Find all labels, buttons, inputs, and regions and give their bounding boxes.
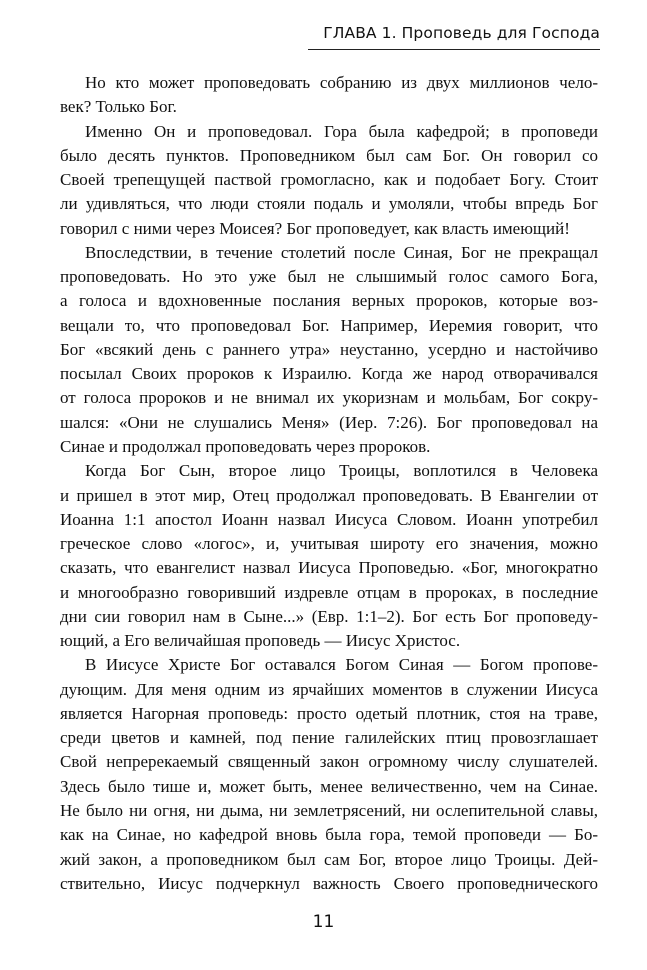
text-line: Иоанна 1:1 апостол Иоанн назвал Иисуса Словом. Иоанн употребил (60, 509, 598, 529)
text-line: Но кто может проповедовать собранию из двух миллионов чело- (85, 73, 598, 92)
text-line: шался: «Они не слушались Меня» (Иер. 7:26). Бог проповедовал на (60, 412, 598, 432)
text-line: Не было ни огня, ни дыма, ни землетрясений, ни ослепительной славы, (60, 800, 598, 820)
body-text (60, 71, 598, 896)
text-line: жий закон, а проповедником был сам Бог, второе лицо Троицы. Дей- (60, 849, 598, 869)
text-line: от голоса пророков и не внимал их укоризнам и мольбам, Бог сокру- (60, 388, 598, 408)
text-line: является Нагорная проповедь: просто одетый плотник, стоя на траве, (60, 703, 598, 723)
text-line: Впоследствии, в течение столетий после Синая, Бог не прекращал (85, 242, 598, 262)
text-line: греческое слово «логос», и, учитывая широту его значения, можно (60, 534, 598, 554)
text-line: а голоса и вдохновенные послания верных пророков, которые воз- (60, 291, 598, 311)
text-line: дующим. Для меня одним из ярчайших моментов в служении Иисуса (60, 679, 598, 699)
text-line: среди цветов и камней, под пение галилейских птиц провозглашает (60, 728, 598, 748)
text-line: ствительно, Иисус подчеркнул важность Своего проповеднического (60, 873, 598, 893)
text-line: дни сии говорил нам в Сыне...» (Евр. 1:1–2). Бог есть Бог проповеду- (60, 606, 598, 626)
text-line: век? Только Бог. (60, 97, 177, 117)
text-line: Именно Он и проповедовал. Гора была кафедрой; в проповеди (85, 121, 598, 141)
text-line: говорил с ними через Моисея? Бог проповедует, как власть имеющий! (60, 218, 570, 238)
text-line: Здесь было тише и, может быть, менее величественно, чем на Синае. (60, 776, 598, 796)
text-line: сказать, что евангелист назвал Иисуса Проповедью. «Бог, многократно (60, 558, 598, 578)
running-header (0, 24, 647, 46)
header-rule (308, 49, 600, 50)
text-line: Синае и продолжал проповедовать через пророков. (60, 436, 431, 456)
text-line: посылал Своих пророков к Израилю. Когда же народ отворачивался (60, 364, 598, 384)
text-line: Своей трепещущей паствой громогласно, как и подобает Богу. Стоит (60, 170, 598, 190)
text-line: и пришел в этот мир, Отец продолжал проповедовать. В Евангелии от (60, 485, 598, 505)
text-line: ли удивляться, что люди стояли подаль и умоляли, чтобы впредь Бог (60, 194, 598, 214)
text-line: было десять пунктов. Проповедником был сам Бог. Он говорил со (60, 145, 598, 165)
text-line: и многообразно говоривший издревле отцам в пророках, в последние (60, 582, 598, 602)
text-line: как на Синае, но кафедрой вновь была гора, темой проповеди — Бо- (60, 825, 598, 845)
page-number: 11 (312, 912, 335, 932)
text-line: ющий, а Его величайшая проповедь — Иисус Христос. (60, 631, 461, 651)
text-line: Когда Бог Сын, второе лицо Троицы, воплотился в Человека (85, 461, 598, 481)
chapter-title: ГЛАВА 1. Проповедь для Господа (323, 24, 600, 42)
text-line: В Иисусе Христе Бог оставался Богом Синая — Богом пропове- (85, 655, 598, 675)
text-line: Бог «всякий день с раннего утра» неустанно, усердно и настойчиво (60, 339, 598, 359)
text-line: проповедовать. Но это уже был не слышимый голос самого Бога, (60, 267, 598, 287)
text-line: вещали то, что проповедовал Бог. Например, Иеремия говорит, что (60, 315, 598, 335)
text-line: Свой непререкаемый священный закон огромному числу слушателей. (60, 752, 598, 772)
